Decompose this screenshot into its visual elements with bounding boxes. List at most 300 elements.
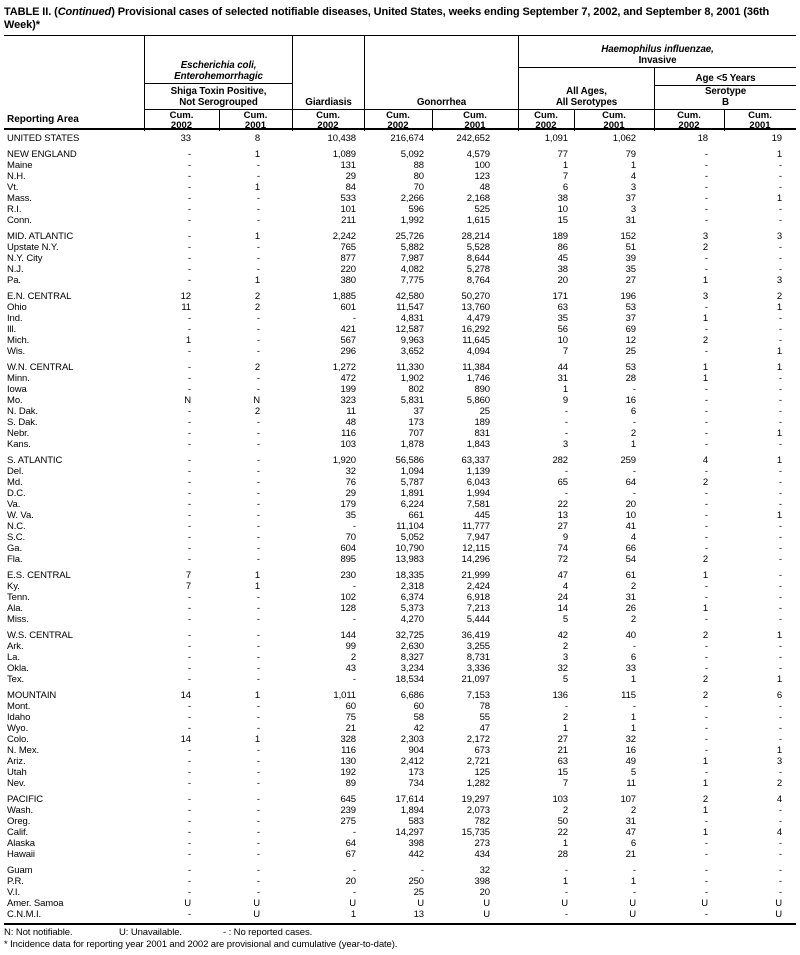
- value-cell: 1: [776, 428, 782, 439]
- value-cell: -: [256, 215, 260, 226]
- header-shiga-group: [145, 84, 292, 110]
- value-cell: 64: [345, 838, 356, 849]
- value-cell: 15: [557, 767, 568, 778]
- row-label: Vt.: [7, 182, 19, 193]
- value-cell: -: [256, 193, 260, 204]
- value-cell: -: [256, 887, 260, 898]
- table-row: [4, 723, 796, 734]
- row-label: MID. ATLANTIC: [7, 231, 74, 242]
- value-cell: U: [775, 909, 782, 920]
- value-cell: -: [778, 712, 782, 723]
- value-cell: 5,860: [466, 395, 490, 406]
- value-cell: 25: [413, 887, 424, 898]
- table-row: [4, 406, 796, 417]
- value-cell: 37: [413, 406, 424, 417]
- table-row: [4, 641, 796, 652]
- value-cell: 47: [479, 723, 490, 734]
- value-cell: 1: [254, 570, 260, 581]
- value-cell: -: [187, 745, 191, 756]
- value-cell: 5,444: [466, 614, 490, 625]
- value-cell: 9: [562, 395, 568, 406]
- row-label: W.S. CENTRAL: [7, 630, 73, 641]
- value-cell: -: [187, 543, 191, 554]
- value-cell: 107: [620, 794, 636, 805]
- value-cell: -: [187, 182, 191, 193]
- row-label: Maine: [7, 160, 33, 171]
- value-cell: 65: [557, 477, 568, 488]
- row-label: Kans.: [7, 439, 31, 450]
- value-cell: 11,547: [396, 302, 424, 313]
- value-cell: U: [629, 898, 636, 909]
- value-cell: -: [187, 346, 191, 357]
- value-cell: -: [187, 488, 191, 499]
- value-cell: 220: [340, 264, 356, 275]
- value-cell: 42: [413, 723, 424, 734]
- value-cell: U: [701, 898, 708, 909]
- table-section: [4, 231, 796, 286]
- value-cell: 56: [557, 324, 568, 335]
- value-cell: -: [256, 712, 260, 723]
- value-cell: 56,586: [395, 455, 424, 466]
- row-label: Minn.: [7, 373, 30, 384]
- table-row: [4, 554, 796, 565]
- value-cell: 211: [341, 215, 356, 226]
- value-cell: 53: [625, 362, 636, 373]
- value-cell: 1,089: [332, 149, 356, 160]
- value-cell: -: [256, 701, 260, 712]
- value-cell: 20: [625, 499, 636, 510]
- value-cell: 5: [562, 674, 568, 685]
- value-cell: -: [352, 581, 356, 592]
- value-cell: 11,645: [462, 335, 490, 346]
- value-cell: 707: [408, 428, 424, 439]
- value-cell: 79: [625, 149, 636, 160]
- value-cell: 8,644: [466, 253, 490, 264]
- value-cell: 604: [340, 543, 356, 554]
- value-cell: 1,272: [332, 362, 356, 373]
- value-cell: U: [184, 898, 191, 909]
- value-cell: -: [704, 510, 708, 521]
- value-cell: -: [778, 652, 782, 663]
- cum-label: Cum.: [602, 109, 626, 121]
- value-cell: -: [256, 745, 260, 756]
- value-cell: 11,330: [396, 362, 424, 373]
- value-cell: 2,242: [332, 231, 356, 242]
- value-cell: 47: [625, 827, 636, 838]
- value-cell: -: [704, 641, 708, 652]
- value-cell: 16,292: [461, 324, 490, 335]
- value-cell: -: [778, 439, 782, 450]
- value-cell: -: [632, 417, 636, 428]
- value-cell: 4,082: [400, 264, 424, 275]
- value-cell: -: [704, 712, 708, 723]
- table-row: [4, 417, 796, 428]
- value-cell: 1: [254, 734, 260, 745]
- value-cell: 100: [474, 160, 490, 171]
- value-cell: -: [778, 466, 782, 477]
- table-bottom-rule: [4, 923, 796, 925]
- value-cell: 1,094: [400, 466, 424, 477]
- value-cell: 10: [557, 335, 568, 346]
- value-cell: 9,963: [400, 335, 424, 346]
- value-cell: 2: [630, 805, 636, 816]
- value-cell: -: [187, 554, 191, 565]
- value-cell: -: [187, 794, 191, 805]
- value-cell: -: [187, 253, 191, 264]
- row-label: Amer. Samoa: [7, 898, 64, 909]
- value-cell: 173: [408, 417, 424, 428]
- table-row: [4, 674, 796, 685]
- value-cell: 1: [702, 373, 708, 384]
- value-cell: 596: [408, 204, 424, 215]
- value-cell: 31: [625, 215, 636, 226]
- value-cell: 11: [181, 302, 191, 313]
- row-label: Mich.: [7, 335, 30, 346]
- value-cell: 116: [341, 428, 356, 439]
- value-cell: -: [187, 838, 191, 849]
- header-all-ages-line2: All Serotypes: [555, 97, 618, 108]
- value-cell: -: [187, 204, 191, 215]
- value-cell: 10: [625, 510, 636, 521]
- value-cell: 2: [254, 362, 260, 373]
- value-cell: -: [256, 674, 260, 685]
- value-cell: 70: [345, 532, 356, 543]
- value-cell: -: [632, 384, 636, 395]
- value-cell: -: [564, 865, 568, 876]
- value-cell: 2: [702, 335, 708, 346]
- row-label: D.C.: [7, 488, 26, 499]
- value-cell: 1,843: [466, 439, 490, 450]
- cum-label: Cum.: [534, 109, 558, 121]
- value-cell: -: [704, 395, 708, 406]
- value-cell: 323: [340, 395, 356, 406]
- value-cell: U: [253, 898, 260, 909]
- value-cell: -: [704, 767, 708, 778]
- value-cell: -: [187, 532, 191, 543]
- value-cell: 58: [413, 712, 424, 723]
- value-cell: 567: [340, 335, 356, 346]
- value-cell: 20: [345, 876, 356, 887]
- value-cell: 2: [630, 428, 636, 439]
- value-cell: 4,579: [466, 149, 490, 160]
- header-shiga-line2: Not Serogrouped: [179, 97, 258, 108]
- row-label: Del.: [7, 466, 24, 477]
- row-label: UNITED STATES: [7, 133, 80, 144]
- value-cell: -: [187, 324, 191, 335]
- value-cell: -: [256, 865, 260, 876]
- value-cell: 37: [625, 193, 636, 204]
- value-cell: 1: [562, 838, 568, 849]
- value-cell: -: [256, 532, 260, 543]
- value-cell: 14: [557, 603, 568, 614]
- value-cell: -: [256, 614, 260, 625]
- value-cell: 4: [630, 532, 636, 543]
- value-cell: 123: [474, 171, 490, 182]
- table-row: [4, 253, 796, 264]
- cum-year: 2002: [317, 119, 339, 131]
- value-cell: -: [187, 663, 191, 674]
- value-cell: 11: [626, 778, 636, 789]
- table-row: [4, 182, 796, 193]
- value-cell: 33: [180, 133, 191, 144]
- value-cell: -: [256, 499, 260, 510]
- value-cell: 10,438: [327, 133, 356, 144]
- value-cell: 10,790: [395, 543, 424, 554]
- value-cell: 1,885: [332, 291, 356, 302]
- row-label: Ill.: [7, 324, 17, 335]
- row-label: N. Mex.: [7, 745, 40, 756]
- table-row: [4, 242, 796, 253]
- row-label: Upstate N.Y.: [7, 242, 59, 253]
- column-header-cum: [219, 110, 292, 131]
- value-cell: -: [187, 767, 191, 778]
- header-giardiasis: [293, 36, 364, 110]
- value-cell: -: [256, 794, 260, 805]
- value-cell: -: [256, 838, 260, 849]
- value-cell: -: [632, 865, 636, 876]
- row-label: P.R.: [7, 876, 24, 887]
- value-cell: -: [704, 488, 708, 499]
- value-cell: 2,172: [466, 734, 490, 745]
- value-cell: 75: [345, 712, 356, 723]
- value-cell: -: [632, 701, 636, 712]
- header-gonorrhea: [365, 36, 518, 110]
- row-label: Ind.: [7, 313, 23, 324]
- value-cell: -: [632, 887, 636, 898]
- value-cell: 1: [776, 193, 782, 204]
- value-cell: 102: [340, 592, 356, 603]
- value-cell: -: [256, 373, 260, 384]
- value-cell: 1,746: [466, 373, 490, 384]
- value-cell: 18: [697, 133, 708, 144]
- value-cell: -: [256, 264, 260, 275]
- value-cell: 53: [625, 302, 636, 313]
- value-cell: -: [352, 827, 356, 838]
- value-cell: 11,777: [462, 521, 490, 532]
- value-cell: -: [778, 253, 782, 264]
- value-cell: 4,479: [466, 313, 490, 324]
- value-cell: -: [778, 701, 782, 712]
- value-cell: 282: [552, 455, 568, 466]
- value-cell: 782: [474, 816, 490, 827]
- value-cell: 421: [340, 324, 356, 335]
- column-header-cum: [518, 110, 574, 131]
- value-cell: -: [187, 652, 191, 663]
- value-cell: 1: [254, 690, 260, 701]
- table-row: [4, 335, 796, 346]
- row-label: Nebr.: [7, 428, 30, 439]
- table-section: [4, 794, 796, 860]
- value-cell: 1: [702, 570, 708, 581]
- value-cell: 5: [562, 614, 568, 625]
- value-cell: -: [187, 428, 191, 439]
- value-cell: 51: [625, 242, 636, 253]
- table-row: [4, 264, 796, 275]
- value-cell: 3: [630, 204, 636, 215]
- value-cell: 76: [345, 477, 356, 488]
- value-cell: -: [256, 652, 260, 663]
- footnote-asterisk: * Incidence data for reporting year 2001 and 2002 are provisional and cumulative (year-to-date).: [4, 939, 398, 950]
- header-gonorrhea-label: Gonorrhea: [416, 97, 467, 108]
- value-cell: 131: [340, 160, 356, 171]
- value-cell: 328: [340, 734, 356, 745]
- value-cell: 5,787: [400, 477, 424, 488]
- table-row: [4, 614, 796, 625]
- value-cell: -: [256, 466, 260, 477]
- value-cell: 5,831: [400, 395, 424, 406]
- table-row: [4, 324, 796, 335]
- value-cell: -: [187, 592, 191, 603]
- value-cell: -: [187, 499, 191, 510]
- value-cell: 5,278: [466, 264, 490, 275]
- value-cell: 2: [702, 690, 708, 701]
- row-label: MOUNTAIN: [7, 690, 57, 701]
- value-cell: -: [704, 324, 708, 335]
- value-cell: -: [778, 838, 782, 849]
- value-cell: -: [256, 756, 260, 767]
- value-cell: -: [187, 242, 191, 253]
- value-cell: 6,224: [400, 499, 424, 510]
- value-cell: -: [352, 521, 356, 532]
- value-cell: 3: [702, 291, 708, 302]
- value-cell: 13: [413, 909, 424, 920]
- value-cell: 12: [180, 291, 191, 302]
- value-cell: -: [564, 909, 568, 920]
- value-cell: 32: [479, 865, 490, 876]
- table-row: [4, 876, 796, 887]
- table-row: [4, 488, 796, 499]
- value-cell: 48: [345, 417, 356, 428]
- value-cell: 3: [562, 439, 568, 450]
- value-cell: -: [187, 384, 191, 395]
- value-cell: -: [704, 160, 708, 171]
- value-cell: -: [704, 384, 708, 395]
- value-cell: -: [632, 488, 636, 499]
- value-cell: 31: [625, 816, 636, 827]
- value-cell: -: [187, 439, 191, 450]
- row-label: Va.: [7, 499, 21, 510]
- value-cell: 2: [254, 291, 260, 302]
- value-cell: 2: [776, 291, 782, 302]
- row-label: NEW ENGLAND: [7, 149, 77, 160]
- value-cell: -: [256, 816, 260, 827]
- value-cell: -: [564, 488, 568, 499]
- footnote-dash: - : No reported cases.: [223, 927, 313, 938]
- footnote-symbols: [4, 927, 800, 939]
- value-cell: 1,920: [332, 455, 356, 466]
- value-cell: -: [187, 149, 191, 160]
- value-cell: 890: [474, 384, 490, 395]
- value-cell: 5,882: [400, 242, 424, 253]
- value-cell: -: [632, 641, 636, 652]
- value-cell: 2: [630, 614, 636, 625]
- value-cell: -: [704, 909, 708, 920]
- table-section: [4, 630, 796, 685]
- table-row: [4, 865, 796, 876]
- value-cell: -: [187, 909, 191, 920]
- value-cell: -: [564, 406, 568, 417]
- row-label: Calif.: [7, 827, 29, 838]
- column-header-cum: [364, 110, 432, 131]
- value-cell: 32: [557, 663, 568, 674]
- value-cell: 3: [776, 756, 782, 767]
- table-row: [4, 499, 796, 510]
- value-cell: 3,652: [400, 346, 424, 357]
- value-cell: 63: [557, 302, 568, 313]
- value-cell: 4: [702, 455, 708, 466]
- value-cell: 69: [625, 324, 636, 335]
- value-cell: 734: [408, 778, 424, 789]
- value-cell: -: [704, 253, 708, 264]
- value-cell: -: [778, 171, 782, 182]
- value-cell: -: [778, 204, 782, 215]
- cum-year: 2002: [678, 119, 700, 131]
- value-cell: 2: [562, 641, 568, 652]
- value-cell: 89: [345, 778, 356, 789]
- value-cell: -: [704, 346, 708, 357]
- value-cell: -: [778, 641, 782, 652]
- value-cell: 1,011: [333, 690, 356, 701]
- value-cell: -: [778, 395, 782, 406]
- value-cell: 533: [340, 193, 356, 204]
- value-cell: 1,992: [400, 215, 424, 226]
- row-label: V.I.: [7, 887, 20, 898]
- value-cell: -: [256, 253, 260, 264]
- footnote-n: N: Not notifiable.: [4, 927, 73, 938]
- value-cell: 6: [630, 838, 636, 849]
- value-cell: -: [564, 428, 568, 439]
- value-cell: 36,419: [461, 630, 490, 641]
- table-row: [4, 231, 796, 242]
- value-cell: 1: [254, 275, 260, 286]
- value-cell: 6: [776, 690, 782, 701]
- value-cell: 398: [408, 838, 424, 849]
- value-cell: -: [704, 182, 708, 193]
- header-all-ages-line1: All Ages,: [566, 86, 607, 97]
- value-cell: 45: [557, 253, 568, 264]
- value-cell: 4: [630, 171, 636, 182]
- value-cell: 1: [702, 756, 708, 767]
- value-cell: 35: [345, 510, 356, 521]
- value-cell: 48: [479, 182, 490, 193]
- value-cell: 6,374: [400, 592, 424, 603]
- value-cell: -: [256, 384, 260, 395]
- value-cell: -: [704, 838, 708, 849]
- value-cell: 8: [254, 133, 260, 144]
- value-cell: 179: [340, 499, 356, 510]
- value-cell: -: [778, 734, 782, 745]
- value-cell: -: [187, 887, 191, 898]
- value-cell: 216,674: [390, 133, 424, 144]
- value-cell: 4: [776, 794, 782, 805]
- value-cell: 103: [340, 439, 356, 450]
- value-cell: 1: [702, 313, 708, 324]
- value-cell: 6: [630, 652, 636, 663]
- row-label: Wash.: [7, 805, 34, 816]
- table-row: [4, 466, 796, 477]
- value-cell: 1: [702, 362, 708, 373]
- value-cell: 189: [552, 231, 568, 242]
- value-cell: 1: [630, 723, 636, 734]
- table-row: [4, 827, 796, 838]
- value-cell: 7: [562, 171, 568, 182]
- value-cell: -: [187, 876, 191, 887]
- value-cell: -: [187, 521, 191, 532]
- value-cell: 2: [702, 554, 708, 565]
- value-cell: N: [184, 395, 191, 406]
- value-cell: 1: [254, 182, 260, 193]
- value-cell: -: [256, 543, 260, 554]
